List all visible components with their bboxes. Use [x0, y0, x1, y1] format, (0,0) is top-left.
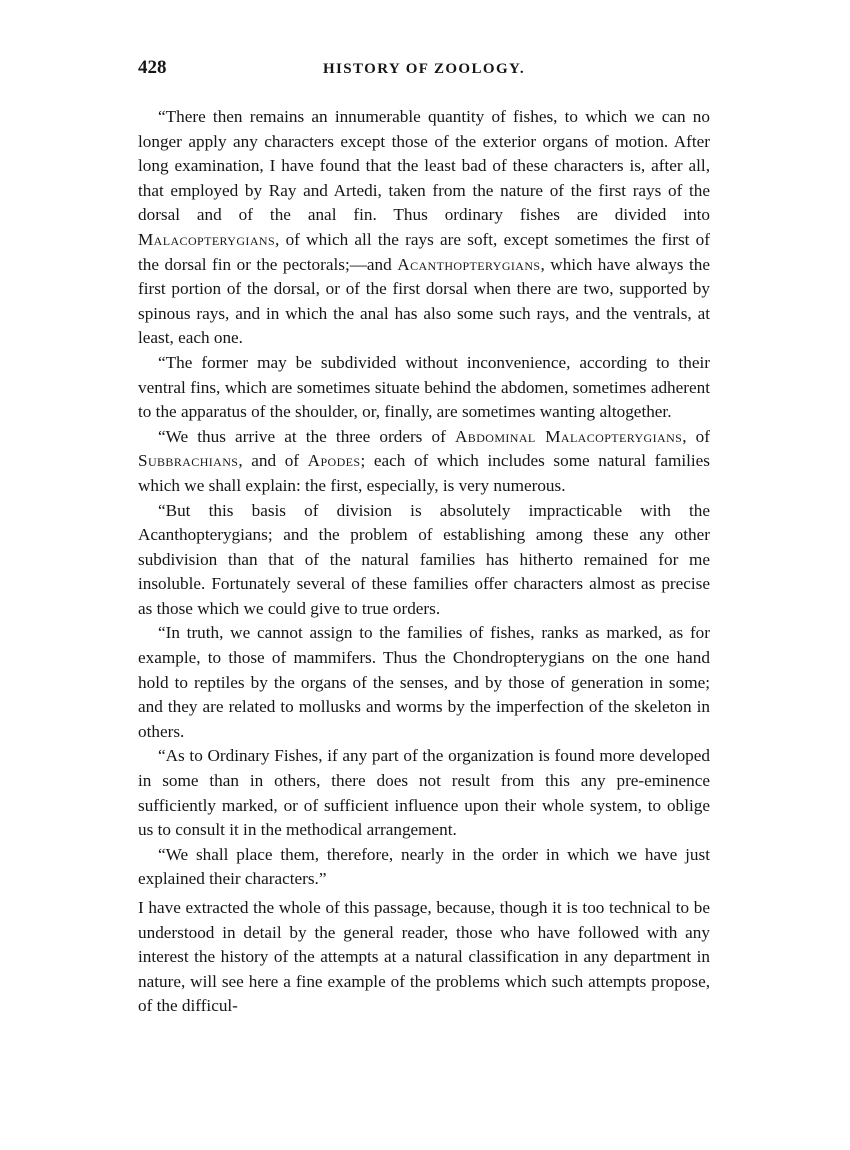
paragraph-6: “As to Ordinary Fishes, if any part of the organization is found more developed in some than in others, there does not result from this any pre-eminence sufficiently marked, or of sufficient influence upon their whole system, to oblige us to consult it in the methodical arrangement.	[138, 746, 710, 840]
paragraph-3	[138, 425, 710, 499]
text-segment: “There then remains an innumerable quantity of fishes, to which we can no longer apply any characters except those of the exterior organs of motion. After long examination, I have found that the least bad of these characters is, after all, that employed by Ray and Artedi, taken from the nature of the first rays of the dorsal and of the anal fin. Thus ordinary fishes are divided into	[138, 107, 710, 225]
term-abdominal-malacopterygians: Abdominal Malacopterygians	[454, 426, 683, 446]
text-segment: , and of	[238, 451, 308, 471]
term-malacopterygians: Malacopterygians	[138, 229, 276, 249]
term-subbrachians: Subbrachians	[138, 451, 239, 471]
paragraph-2: “The former may be subdivided without inconvenience, according to their ventral fins, which are sometimes situate behind the abdomen, sometimes adherent to the apparatus of the shoulder, or, finally, are sometimes wanting altogether.	[138, 352, 710, 422]
text-segment: , which have always the first portion of the dorsal, or of the first dorsal when there are two, supported by spinous rays, and in which the anal has also some such rays, and the ventrals, at least, each one.	[138, 254, 710, 348]
running-title: HISTORY OF ZOOLOGY.	[322, 61, 526, 77]
term-acanthopterygians: Acanthopterygians	[397, 254, 541, 274]
paragraph-5: “In truth, we cannot assign to the families of fishes, ranks as marked, as for example, to those of mammifers. Thus the Chondropterygians on the one hand hold to reptiles by the organs of the senses, and by those of generation in some; and they are related to mollusks and worms by the imperfection of the skeleton in others.	[138, 623, 710, 741]
body-text	[138, 105, 710, 1019]
text-segment: ; each of which includes some natural families which we shall explain: the first, especially, is very numerous.	[138, 451, 710, 495]
paragraph-1	[138, 105, 710, 351]
term-apodes: Apodes	[307, 451, 361, 471]
paragraph-8: I have extracted the whole of this passage, because, though it is too technical to be understood in detail by the general reader, those who have followed with any interest the history of the attempts at a natural classification in any department in nature, will see here a fine example of the problems which such attempts propose, of the difficul-	[138, 898, 710, 1016]
running-head	[138, 57, 710, 91]
text-segment: , of	[682, 426, 710, 446]
paragraph-7: “We shall place them, therefore, nearly in the order in which we have just explained their characters.”	[138, 844, 710, 889]
paragraph-4: “But this basis of division is absolutely impracticable with the Acanthopterygians; and the problem of establishing among these any other subdivision than that of the natural families has hitherto remained for me insoluble. Fortunately several of these families offer characters almost as precise as those which we could give to true orders.	[138, 500, 710, 618]
text-segment: “We thus arrive at the three orders of	[158, 426, 455, 446]
text-segment: , of which all the rays are soft, except sometimes the first of the dorsal fin or the pectorals;—and	[138, 229, 710, 274]
book-page	[138, 57, 710, 1019]
page-number: 428	[138, 57, 167, 78]
